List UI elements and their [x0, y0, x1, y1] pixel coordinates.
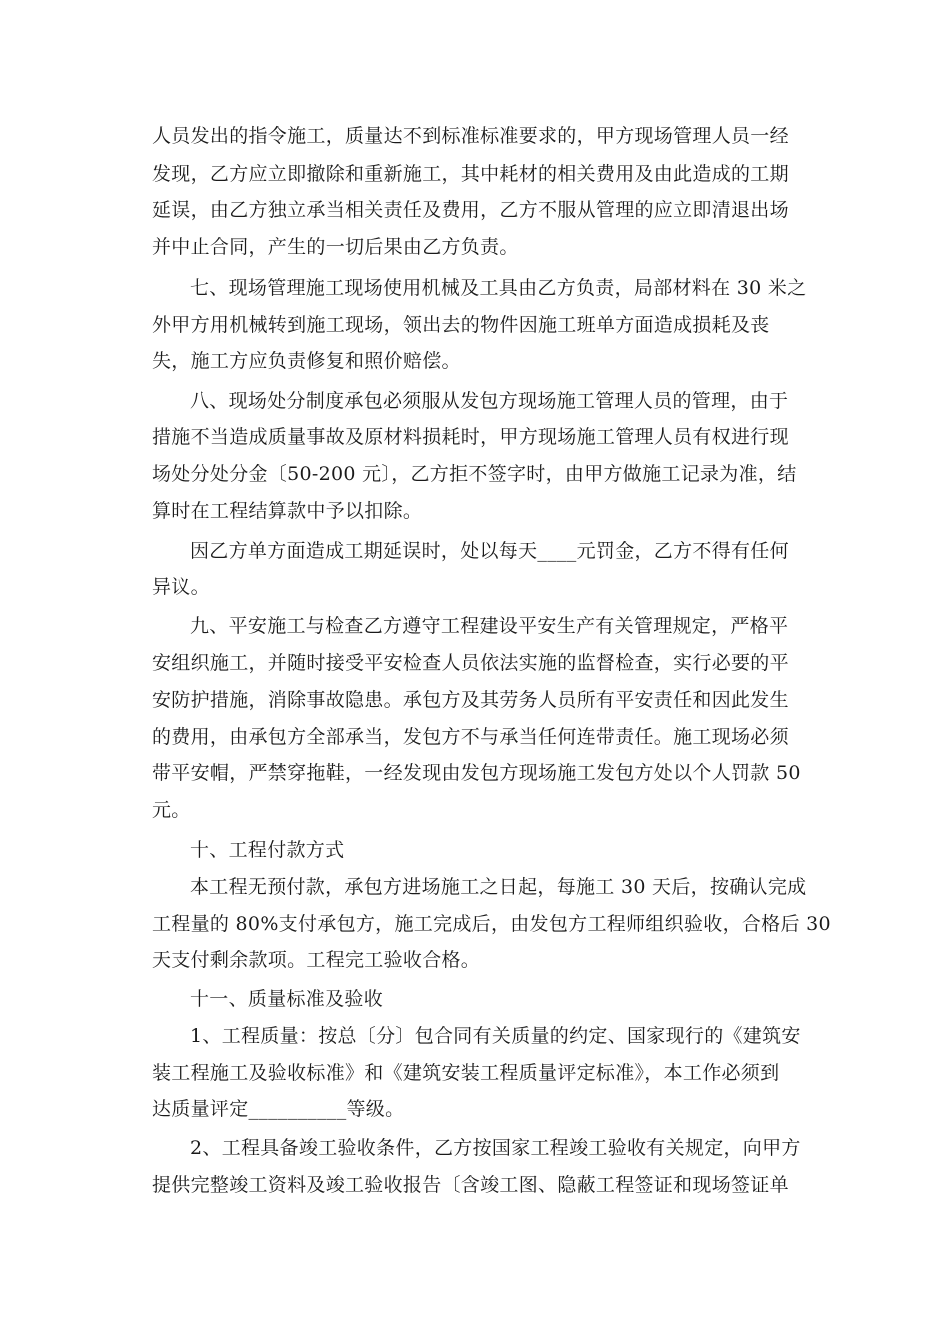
text-line: 九、平安施工与检查乙方遵守工程建设平安生产有关管理规定，严格平	[190, 615, 789, 637]
section-heading: 十、工程付款方式	[190, 839, 345, 861]
text-line: 异议。	[152, 576, 210, 598]
text-line: 装工程施工及验收标准》和《建筑安装工程质量评定标准》，本工作必须到	[152, 1062, 780, 1084]
text-line: 并中止合同，产生的一切后果由乙方负责。	[152, 236, 519, 258]
text-line: 延误，由乙方独立承当相关责任及费用，乙方不服从管理的应立即清退出场	[152, 199, 789, 221]
text-line: 失，施工方应负责修复和照价赔偿。	[152, 350, 461, 372]
text-line: 人员发出的指令施工，质量达不到标准标准要求的，甲方现场管理人员一经	[152, 125, 789, 147]
text-line: 元。	[152, 799, 191, 821]
text-line: 发现，乙方应立即撤除和重新施工，其中耗材的相关费用及由此造成的工期	[152, 163, 789, 185]
text-line: 安防护措施，消除事故隐患。承包方及其劳务人员所有平安责任和因此发生	[152, 689, 789, 711]
text-line: 措施不当造成质量事故及原材料损耗时，甲方现场施工管理人员有权进行现	[152, 426, 789, 448]
text-line: 因乙方单方面造成工期延误时，处以每天____元罚金，乙方不得有任何	[190, 540, 789, 562]
text-line: 外甲方用机械转到施工现场，领出去的物件因施工班单方面造成损耗及丧	[152, 314, 770, 336]
text-line: 算时在工程结算款中予以扣除。	[152, 500, 423, 522]
text-line: 本工程无预付款，承包方进场施工之日起，每施工 30 天后，按确认完成	[190, 876, 807, 898]
text-line: 八、现场处分制度承包必须服从发包方现场施工管理人员的管理，由于	[190, 390, 789, 412]
text-line: 达质量评定__________等级。	[152, 1098, 405, 1120]
text-line: 带平安帽，严禁穿拖鞋，一经发现由发包方现场施工发包方处以个人罚款 50	[152, 762, 801, 784]
text-line: 的费用，由承包方全部承当，发包方不与承当任何连带责任。施工现场必须	[152, 726, 789, 748]
text-line: 2、工程具备竣工验收条件，乙方按国家工程竣工验收有关规定，向甲方	[190, 1137, 801, 1159]
text-line: 七、现场管理施工现场使用机械及工具由乙方负责，局部材料在 30 米之	[190, 277, 807, 299]
section-heading: 十一、质量标准及验收	[190, 988, 384, 1010]
text-line: 提供完整竣工资料及竣工验收报告〔含竣工图、隐蔽工程签证和现场签证单	[152, 1174, 789, 1196]
text-line: 工程量的 80%支付承包方，施工完成后，由发包方工程师组织验收，合格后 30	[152, 913, 831, 935]
text-line: 1、工程质量：按总〔分〕包合同有关质量的约定、国家现行的《建筑安	[190, 1025, 801, 1047]
text-line: 安组织施工，并随时接受平安检查人员依法实施的监督检查，实行必要的平	[152, 652, 789, 674]
text-line: 天支付剩余款项。工程完工验收合格。	[152, 949, 481, 971]
text-line: 场处分处分金〔50-200 元〕，乙方拒不签字时，由甲方做施工记录为准，结	[152, 463, 797, 485]
